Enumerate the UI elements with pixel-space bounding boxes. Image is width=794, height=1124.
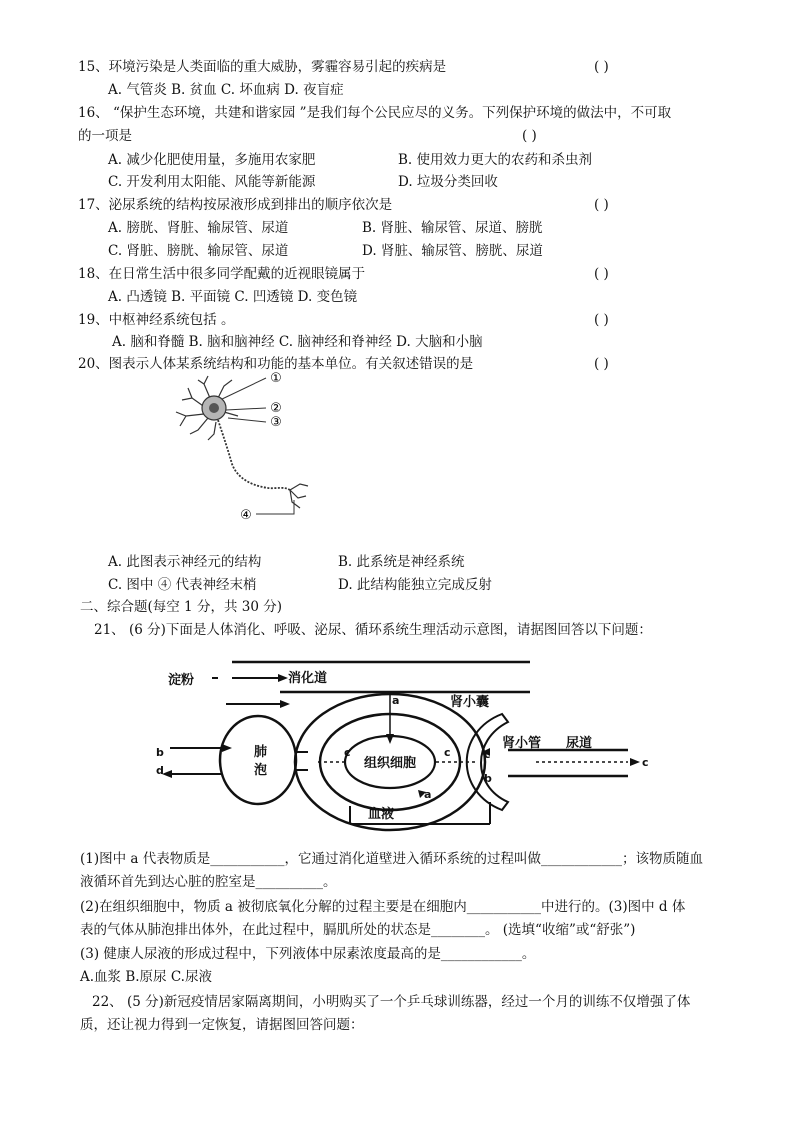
label-b-kidney: b xyxy=(484,772,492,785)
q17-option-a: A. 膀胱、肾脏、输尿管、尿道 xyxy=(108,220,289,236)
q16-option-d: D. 垃圾分类回收 xyxy=(398,174,498,190)
label-c-3: c xyxy=(642,756,649,769)
physiology-diagram xyxy=(150,652,650,832)
q21-part2-line1: (2)在组织细胞中，物质 a 被彻底氧化分解的过程主要是在细胞内___________中进行的。(3)图中 d 体 xyxy=(80,899,686,915)
q21-part1-line1: (1)图中 a 代表物质是___________，它通过消化道壁进入循环系统的过程叫做____________；该物质随血 xyxy=(80,851,704,867)
label-c-2: c xyxy=(484,748,491,761)
neuron-diagram xyxy=(158,368,318,528)
q17-option-d: D. 肾脏、输尿管、膀胱、尿道 xyxy=(362,243,543,259)
neuron-label-3: ③ xyxy=(270,415,282,430)
q16-option-a: A. 减少化肥使用量，多施用农家肥 xyxy=(108,152,316,168)
q18-options: A. 凸透镜 B. 平面镜 C. 凹透镜 D. 变色镜 xyxy=(108,289,358,305)
label-tissue-cells: 组织细胞 xyxy=(363,756,417,771)
label-alveoli-2: 泡 xyxy=(254,763,268,778)
q17-stem: 17、泌尿系统的结构按尿液形成到排出的顺序依次是 xyxy=(78,197,393,213)
neuron-label-4: ④ xyxy=(240,508,252,523)
q22-line1: 22、 (5 分)新冠疫情居家隔离期间，小明购买了一个乒乓球训练器，经过一个月的训练不仅增强了体 xyxy=(92,994,691,1010)
label-blood: 血液 xyxy=(368,807,395,822)
label-alveoli-1: 肺 xyxy=(254,745,268,760)
q17-option-c: C. 肾脏、膀胱、输尿管、尿道 xyxy=(108,243,289,259)
q20-option-c: C. 图中 ④ 代表神经末梢 xyxy=(108,577,257,593)
q15-options: A. 气管炎 B. 贫血 C. 坏血病 D. 夜盲症 xyxy=(108,82,344,98)
label-capsule: 肾小囊 xyxy=(450,695,490,710)
q18-answer-paren: ( ) xyxy=(594,266,609,282)
q21-stem: 21、 (6 分)下面是人体消化、呼吸、泌尿、循环系统生理活动示意图，请据图回答以下问题： xyxy=(94,622,652,638)
q22-line2: 质，还让视力得到一定恢复，请据图回答问题： xyxy=(80,1017,364,1033)
label-tubule: 肾小管 xyxy=(502,736,542,751)
q16-option-b: B. 使用效力更大的农药和杀虫剂 xyxy=(398,152,593,168)
q16-stem-line2: 的一项是 xyxy=(78,128,132,144)
label-starch: 淀粉 xyxy=(168,673,195,688)
q19-options: A. 脑和脊髓 B. 脑和脑神经 C. 脑神经和脊神经 D. 大脑和小脑 xyxy=(112,334,483,350)
q17-answer-paren: ( ) xyxy=(594,197,609,213)
q16-option-c: C. 开发利用太阳能、风能等新能源 xyxy=(108,174,316,190)
label-d: d xyxy=(156,764,164,777)
label-a-top: a xyxy=(392,694,400,707)
q20-option-d: D. 此结构能独立完成反射 xyxy=(338,577,492,593)
label-a-bottom: a xyxy=(424,788,432,801)
q15-answer-paren: ( ) xyxy=(594,59,609,75)
q17-option-b: B. 肾脏、输尿管、尿道、膀胱 xyxy=(362,220,543,236)
label-b: b xyxy=(156,746,164,759)
q21-part3-options: A.血浆 B.原尿 C.尿液 xyxy=(80,969,212,985)
q16-answer-paren: ( ) xyxy=(522,128,537,144)
q20-option-b: B. 此系统是神经系统 xyxy=(338,554,465,570)
q20-stem: 20、图表示人体某系统结构和功能的基本单位。有关叙述错误的是 xyxy=(78,356,474,372)
q21-part2-line2: 表的气体从肺泡排出体外，在此过程中，膈肌所处的状态是________。 (选填“收缩”或“舒张”) xyxy=(80,922,636,938)
section-heading: 二、综合题(每空 1 分，共 30 分) xyxy=(80,599,282,615)
q15-stem: 15、环境污染是人类面临的重大威胁，雾霾容易引起的疾病是 xyxy=(78,59,447,75)
q21-part3: (3) 健康人尿液的形成过程中，下列液体中尿素浓度最高的是____________。 xyxy=(80,946,536,962)
label-c-1: c xyxy=(444,746,451,759)
q20-answer-paren: ( ) xyxy=(594,356,609,372)
neuron-label-1: ① xyxy=(270,371,282,386)
label-c-left: c xyxy=(344,746,351,759)
label-digestive-tract: 消化道 xyxy=(288,671,328,686)
q16-stem-line1: 16、 “保护生态环境，共建和谐家园 ”是我们每个公民应尽的义务。下列保护环境的做法中，不可取 xyxy=(78,105,672,121)
q19-stem: 19、中枢神经系统包括 。 xyxy=(78,312,235,328)
label-urethra: 尿道 xyxy=(566,736,593,751)
q21-part1-line2: 液循环首先到达心脏的腔室是__________。 xyxy=(80,874,337,890)
q19-answer-paren: ( ) xyxy=(594,312,609,328)
q20-option-a: A. 此图表示神经元的结构 xyxy=(108,554,262,570)
q18-stem: 18、在日常生活中很多同学配戴的近视眼镜属于 xyxy=(78,266,366,282)
neuron-label-2: ② xyxy=(270,401,282,416)
